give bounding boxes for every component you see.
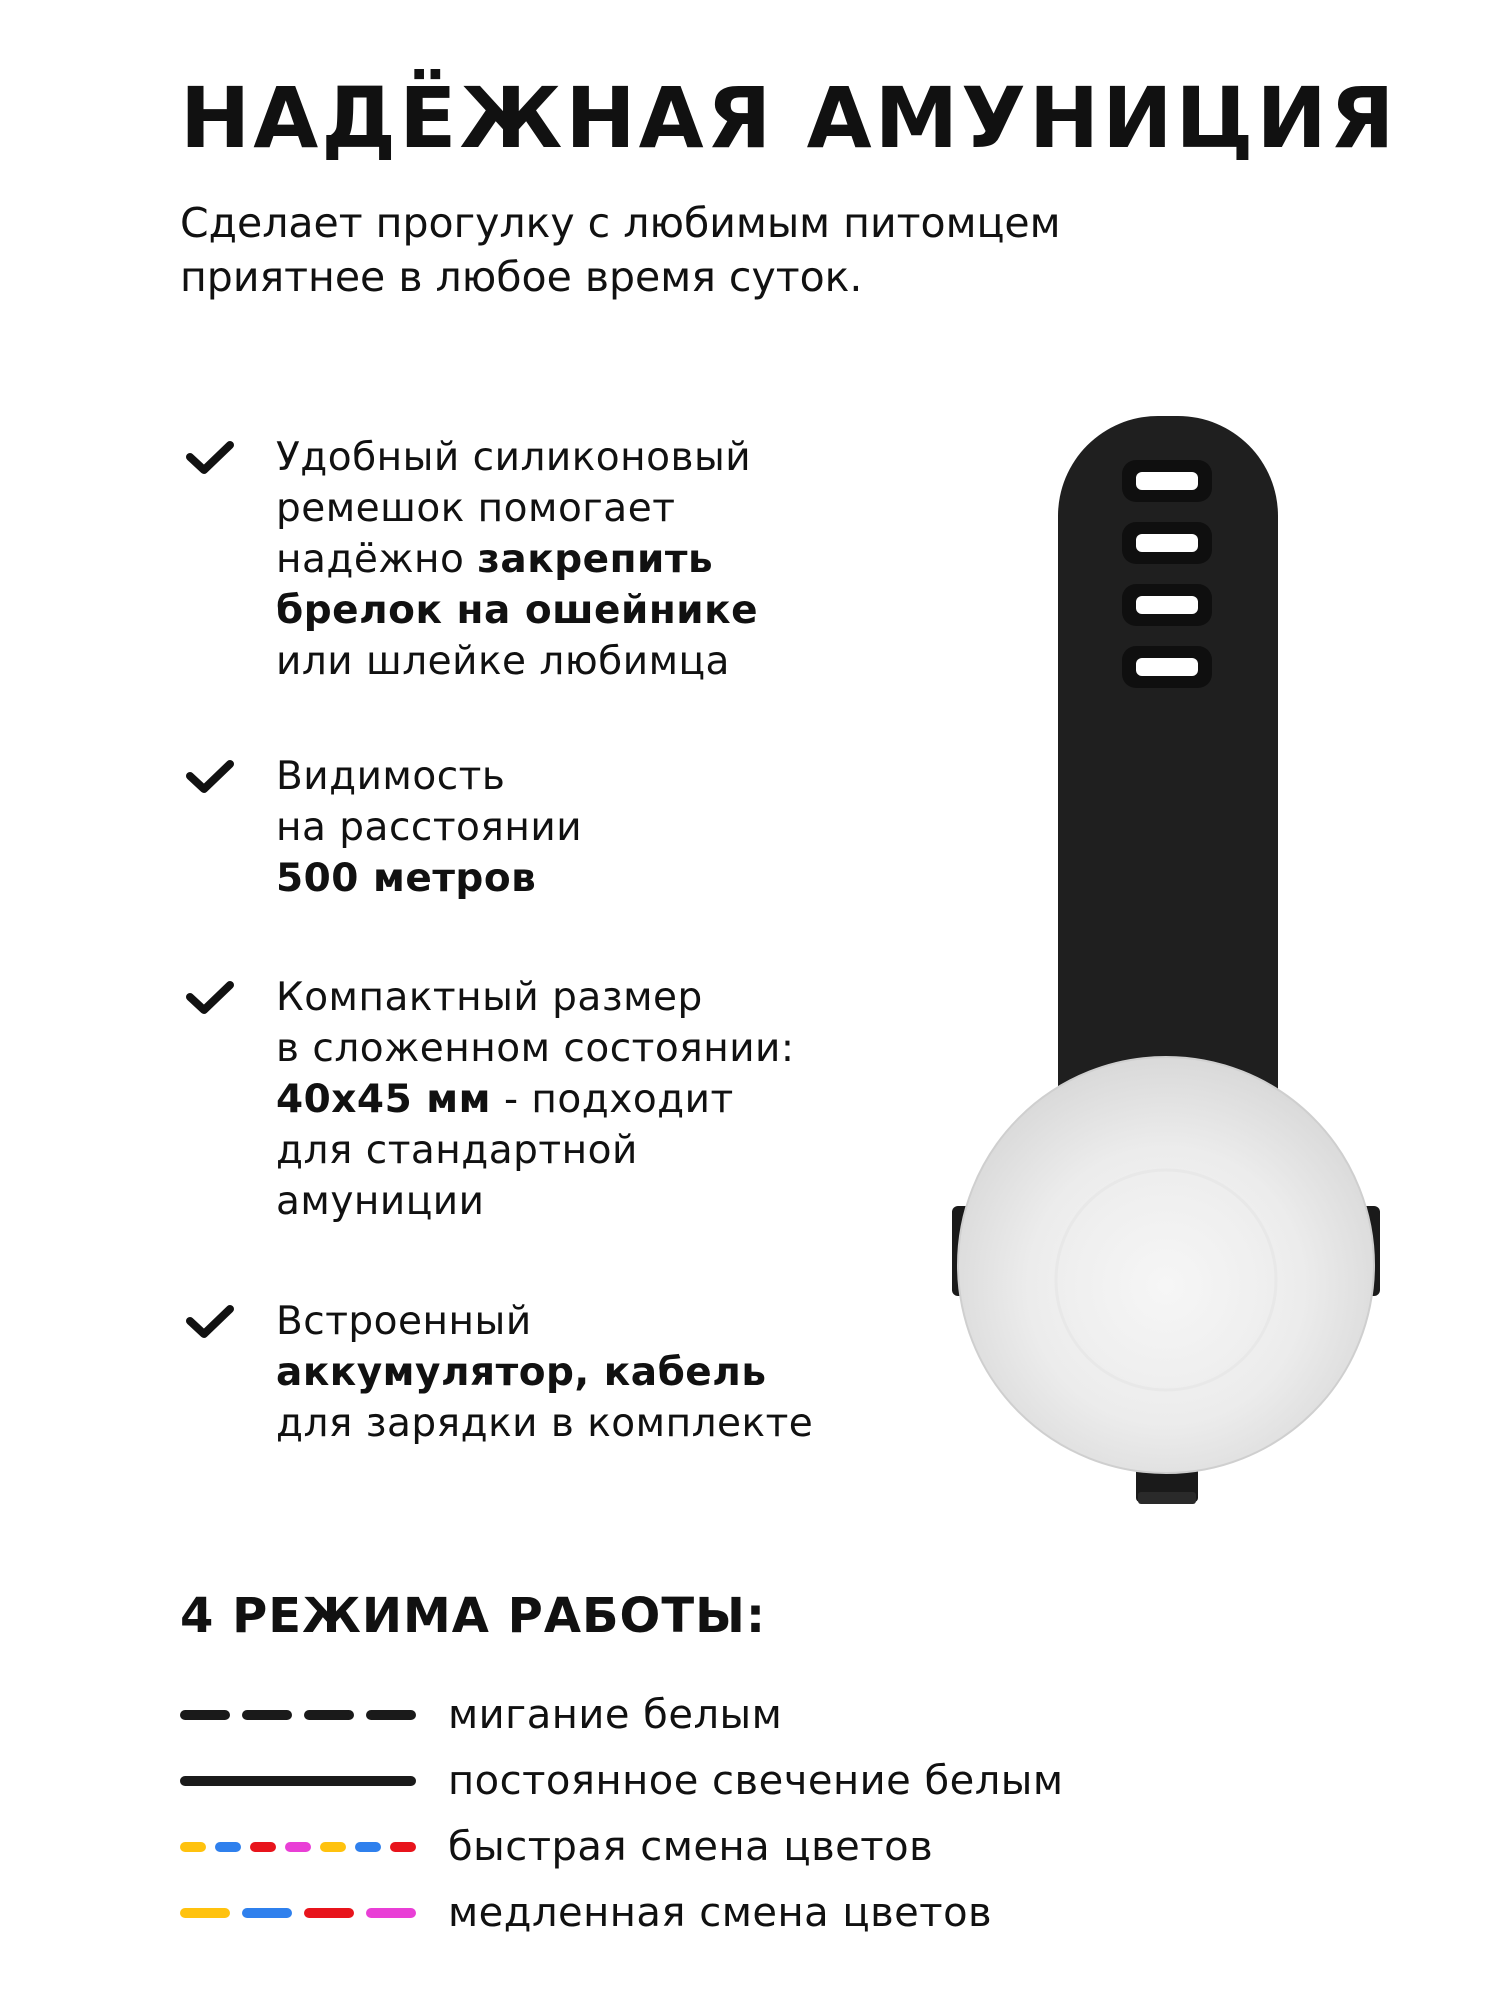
feature-text-line: надёжно [276, 537, 478, 582]
feature-battery-text [276, 1296, 900, 1449]
subtitle-line-2: приятнее в любое время суток. [180, 253, 863, 301]
feature-text-line: на расстоянии [276, 805, 583, 850]
lamp-body [958, 1057, 1374, 1473]
modes-title: 4 РЕЖИМА РАБОТЫ: [180, 1588, 767, 1644]
feature-visibility-text [276, 751, 900, 904]
feature-text-line: амуниции [276, 1179, 485, 1224]
mode-row [180, 1688, 1180, 1748]
mode-pattern-blink-white [180, 1710, 416, 1722]
feature-battery [180, 1296, 900, 1449]
mode-label: постоянное свечение белым [448, 1758, 1064, 1804]
mode-label: медленная смена цветов [448, 1890, 993, 1936]
feature-text-line: Компактный размер [276, 975, 703, 1020]
feature-bold-text: закрепить [477, 537, 714, 582]
subtitle-line-1: Сделает прогулку с любимым питомцем [180, 199, 1061, 247]
feature-bold-text: 40х45 мм [276, 1077, 492, 1122]
feature-text-line: - подходит [491, 1077, 734, 1122]
page-title: НАДЁЖНАЯ АМУНИЦИЯ [180, 69, 1398, 167]
page-subtitle [180, 196, 1180, 304]
mode-label: быстрая смена цветов [448, 1824, 934, 1870]
feature-text-line: ремешок помогает [276, 486, 676, 531]
feature-text-line: или шлейке любимца [276, 639, 730, 684]
mode-row [180, 1754, 1180, 1814]
feature-visibility [180, 751, 900, 904]
mode-row [180, 1886, 1180, 1946]
check-icon [186, 759, 234, 795]
feature-size [180, 972, 900, 1227]
feature-text-line: Видимость [276, 754, 506, 799]
mode-label: мигание белым [448, 1692, 783, 1738]
check-icon [186, 440, 234, 476]
feature-strap-text [276, 432, 900, 687]
feature-bold-text: брелок на ошейнике [276, 588, 759, 633]
feature-bold-text: аккумулятор, кабель [276, 1350, 767, 1395]
mode-pattern-slow-color [180, 1908, 416, 1920]
feature-text-line: для зарядки в комплекте [276, 1401, 814, 1446]
mode-pattern-steady-white [180, 1776, 416, 1788]
mode-pattern-fast-color [180, 1842, 416, 1854]
mode-row [180, 1820, 1180, 1880]
feature-bold-text: 500 метров [276, 856, 537, 901]
feature-size-text [276, 972, 900, 1227]
feature-text-line: для стандартной [276, 1128, 638, 1173]
feature-strap [180, 432, 900, 687]
check-icon [186, 980, 234, 1016]
check-icon [186, 1304, 234, 1340]
feature-text-line: Встроенный [276, 1299, 532, 1344]
feature-text-line: в сложенном состоянии: [276, 1026, 795, 1071]
feature-text-line: Удобный силиконовый [276, 435, 752, 480]
product-image [940, 410, 1420, 1520]
